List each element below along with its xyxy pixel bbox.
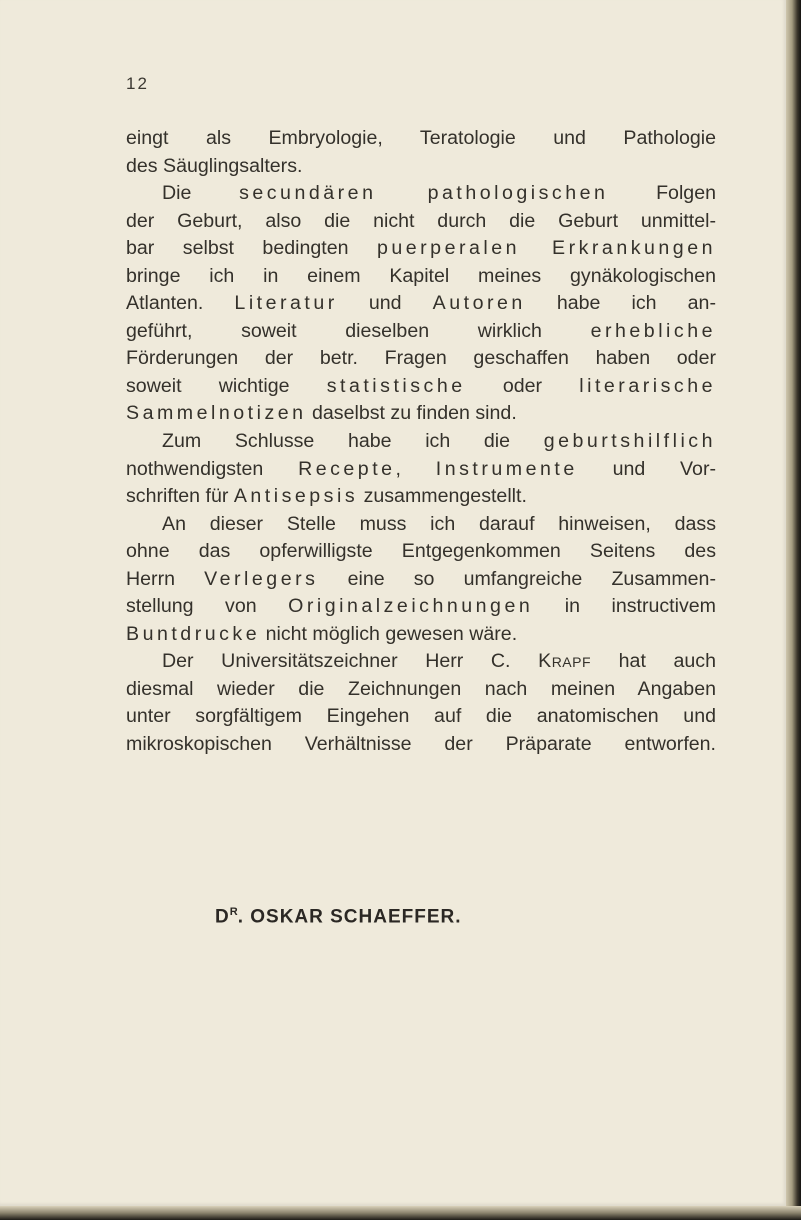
text-line: Herrn Verlegers eine so umfangreiche Zusammen- [126,567,716,590]
text-line: schriften für Antisepsis zusammengestellt. [126,485,527,508]
text-line: bar selbst bedingten puerperalen Erkrankungen [126,237,716,260]
text-line: An dieser Stelle muss ich darauf hinweisen, dass [162,512,716,535]
spaced-term: Sammelnotizen [126,402,307,425]
spaced-term: erhebliche [590,319,716,342]
text-line: soweit wichtige statistische oder literarische [126,374,716,397]
text-line: mikroskopischen Verhältnisse der Präparate entworfen. [126,733,716,756]
text-line: Zum Schlusse habe ich die geburtshilflich [162,430,716,453]
text-line: unter sorgfältigem Eingehen auf die anatomischen und [126,705,716,728]
book-spine-edge [786,0,801,1220]
text-line: Sammelnotizen daselbst zu finden sind. [126,402,517,425]
spaced-term: puerperalen Erkrankungen [376,237,716,260]
spaced-term: statistische [326,374,466,397]
text-line: Die secundären pathologischen Folgen [162,182,716,205]
text-line: Der Universitätszeichner Herr C. Krapf hat auch [162,650,716,673]
text-line: Förderungen der betr. Fragen geschaffen haben oder [126,347,716,370]
text-line: bringe ich in einem Kapitel meines gynäkologischen [126,264,716,287]
body-text [126,125,716,759]
spaced-term: Literatur [234,292,338,315]
spaced-term: Autoren [432,292,526,315]
spaced-term: Antisepsis [233,485,359,508]
spaced-term: Recepte [298,457,396,480]
text-line: ohne das opferwilligste Entgegenkommen Seitens des [126,540,716,563]
text-line: Atlanten. Literatur und Autoren habe ich an- [126,292,716,315]
text-line: eingt als Embryologie, Teratologie und Pathologie [126,127,716,149]
small-caps-name: Krapf [538,650,592,673]
page-bottom-edge [0,1206,801,1220]
text-line: geführt, soweit dieselben wirklich erhebliche [126,319,716,342]
author-signature: $D^R$. OSKAR SCHAEFFER. [215,906,462,928]
page-number: 12 [126,74,149,93]
text-line: diesmal wieder die Zeichnungen nach meinen Angaben [126,677,716,700]
text-line: des Säuglingsalters. [126,154,303,177]
spaced-term: Originalzeichnungen [288,595,534,618]
spaced-term: Verlegers [204,567,319,590]
text-line: stellung von Originalzeichnungen in instructivem [126,595,716,618]
spaced-term: Instrumente [435,457,578,480]
text-line: Buntdrucke nicht möglich gewesen wäre. [126,622,518,645]
spaced-term: literarische [579,374,716,397]
spaced-term: secundären pathologischen [239,182,609,205]
text-line: der Geburt, also die nicht durch die Geburt unmittel- [126,209,716,232]
spaced-term: geburtshilflich [543,430,716,453]
spaced-term: Buntdrucke [126,622,261,645]
text-line: nothwendigsten Recepte, Instrumente und Vor- [126,457,716,480]
